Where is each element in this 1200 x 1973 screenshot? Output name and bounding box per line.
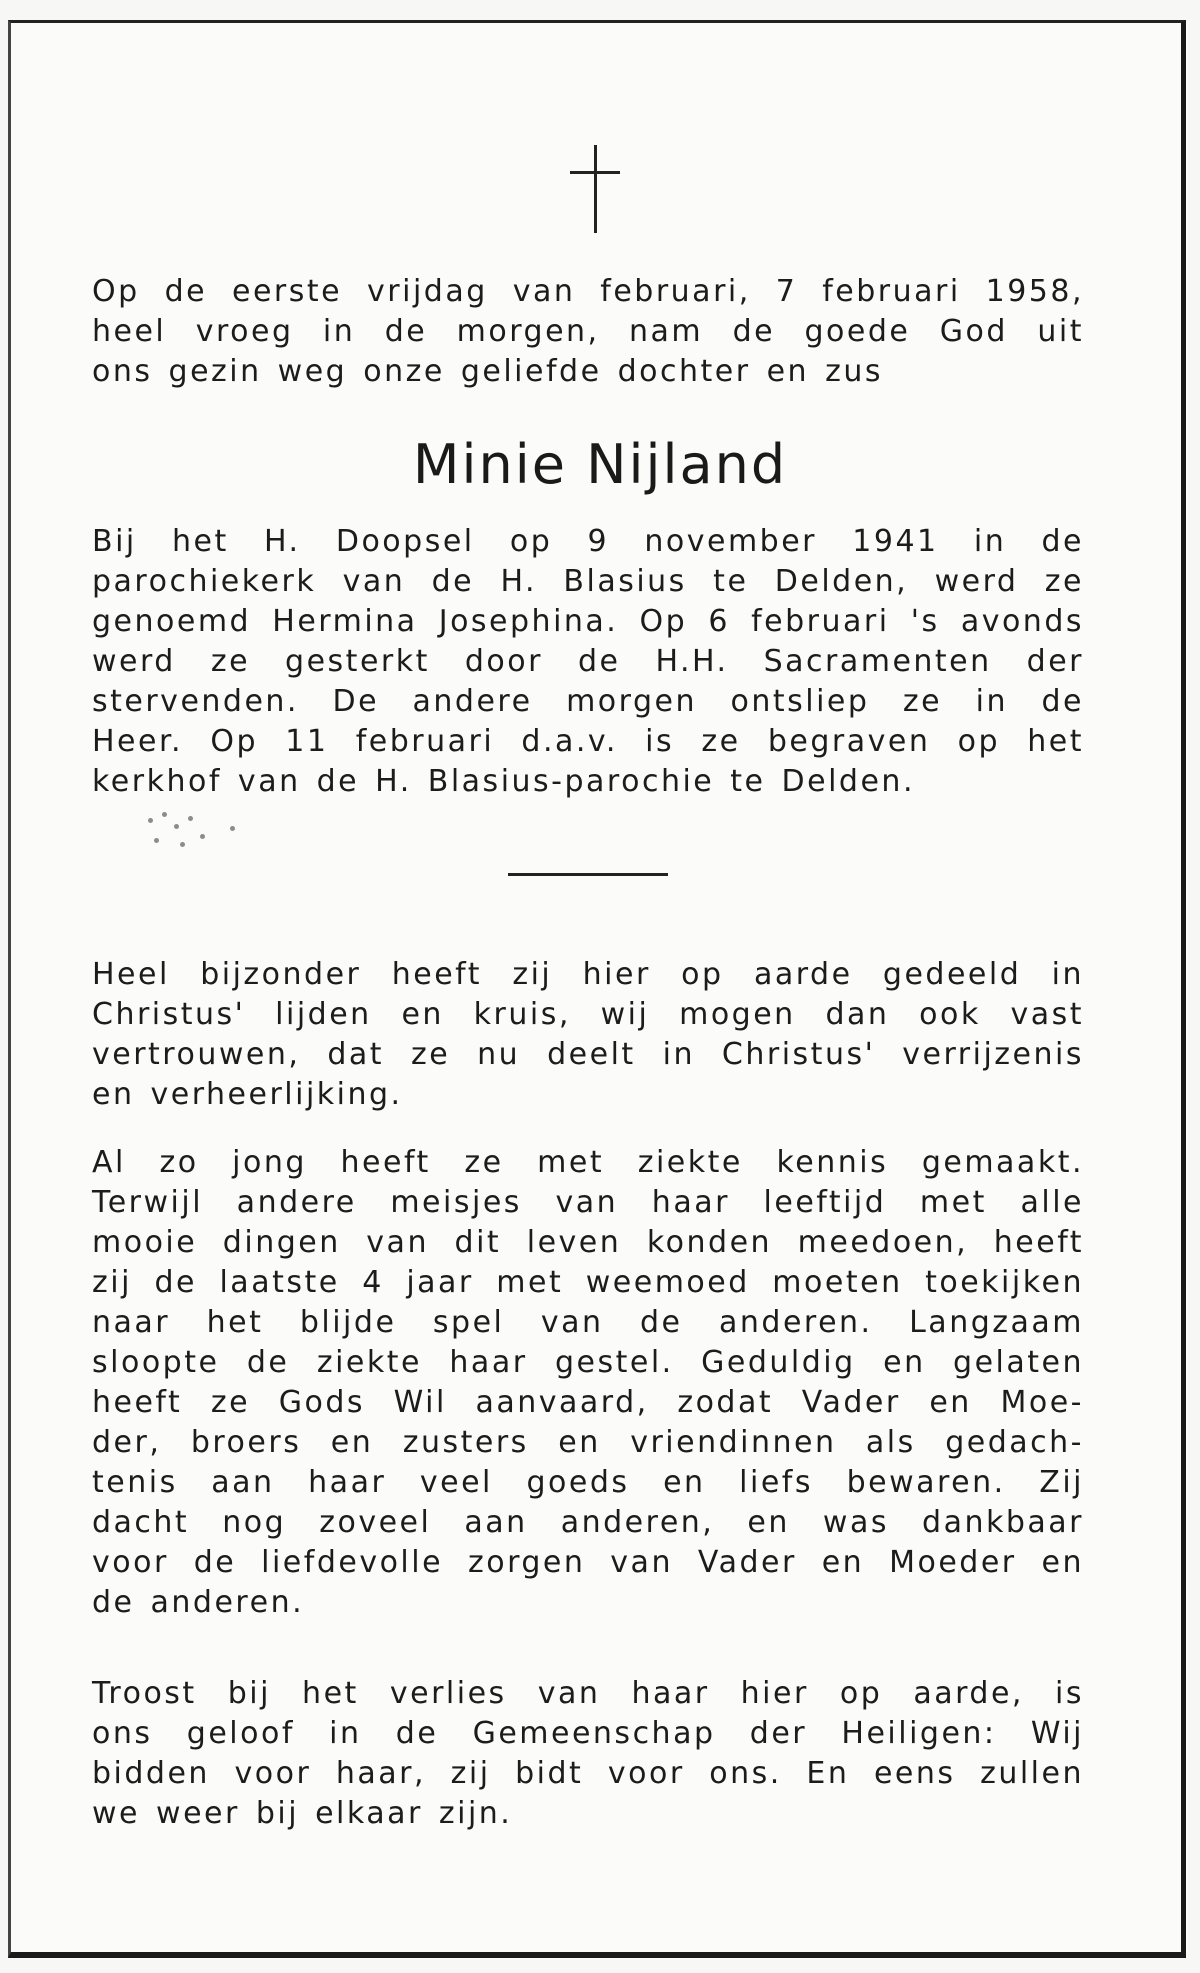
- illness-line: der, broers en zusters en vriendinnen als gedach-: [92, 1425, 1084, 1460]
- illness-line: mooie dingen van dit leven konden meedoen, heeft: [92, 1225, 1084, 1260]
- illness-line: zij de laatste 4 jaar met weemoed moeten toekijken: [92, 1265, 1084, 1300]
- suffering-line: en verheerlijking.: [92, 1077, 403, 1112]
- suffering-line: Christus' lijden en kruis, wij mogen dan ook vast: [92, 997, 1084, 1032]
- illness-line: sloopte de ziekte haar gestel. Geduldig en gelaten: [92, 1345, 1084, 1380]
- intro-line: heel vroeg in de morgen, nam de goede God uit: [92, 314, 1084, 349]
- intro-line: ons gezin weg onze geliefde dochter en zus: [92, 354, 883, 389]
- baptism-paragraph: [92, 522, 1084, 802]
- illness-line: Al zo jong heeft ze met ziekte kennis gemaakt.: [92, 1145, 1084, 1180]
- deceased-name: Minie Nijland: [412, 433, 788, 496]
- illness-line: Terwijl andere meisjes van haar leeftijd met alle: [92, 1185, 1084, 1220]
- suffering-paragraph: [92, 955, 1084, 1115]
- illness-paragraph: [92, 1143, 1084, 1623]
- comfort-line: Troost bij het verlies van haar hier op aarde, is: [92, 1676, 1084, 1711]
- intro-line: Op de eerste vrijdag van februari, 7 februari 1958,: [92, 274, 1084, 309]
- comfort-line: bidden voor haar, zij bidt voor ons. En eens zullen: [92, 1756, 1084, 1791]
- suffering-line: Heel bijzonder heeft zij hier op aarde gedeeld in: [92, 957, 1084, 992]
- cross-icon: [570, 145, 620, 235]
- baptism-line: stervenden. De andere morgen ontsliep ze in de: [92, 684, 1084, 719]
- comfort-line: we weer bij elkaar zijn.: [92, 1796, 513, 1831]
- illness-line: heeft ze Gods Wil aanvaard, zodat Vader en Moe-: [92, 1385, 1084, 1420]
- baptism-line: Heer. Op 11 februari d.a.v. is ze begraven op het: [92, 724, 1084, 759]
- comfort-paragraph: [92, 1674, 1084, 1834]
- illness-line: voor de liefdevolle zorgen van Vader en Moeder en: [92, 1545, 1084, 1580]
- baptism-line: Bij het H. Doopsel op 9 november 1941 in de: [92, 524, 1084, 559]
- baptism-line: kerkhof van de H. Blasius-parochie te Delden.: [92, 764, 915, 799]
- illness-line: tenis aan haar veel goeds en liefs bewaren. Zij: [92, 1465, 1084, 1500]
- baptism-line: genoemd Hermina Josephina. Op 6 februari 's avonds: [92, 604, 1084, 639]
- suffering-line: vertrouwen, dat ze nu deelt in Christus' verrijzenis: [92, 1037, 1084, 1072]
- illness-line: dacht nog zoveel aan anderen, en was dankbaar: [92, 1505, 1084, 1540]
- section-divider: [508, 873, 668, 876]
- baptism-line: werd ze gesterkt door de H.H. Sacramenten der: [92, 644, 1084, 679]
- baptism-line: parochiekerk van de H. Blasius te Delden, werd ze: [92, 564, 1084, 599]
- illness-line: naar het blijde spel van de anderen. Langzaam: [92, 1305, 1084, 1340]
- ink-speck-decoration: [140, 808, 260, 868]
- intro-paragraph: [92, 272, 1084, 392]
- illness-line: de anderen.: [92, 1585, 305, 1620]
- comfort-line: ons geloof in de Gemeenschap der Heiligen: Wij: [92, 1716, 1084, 1751]
